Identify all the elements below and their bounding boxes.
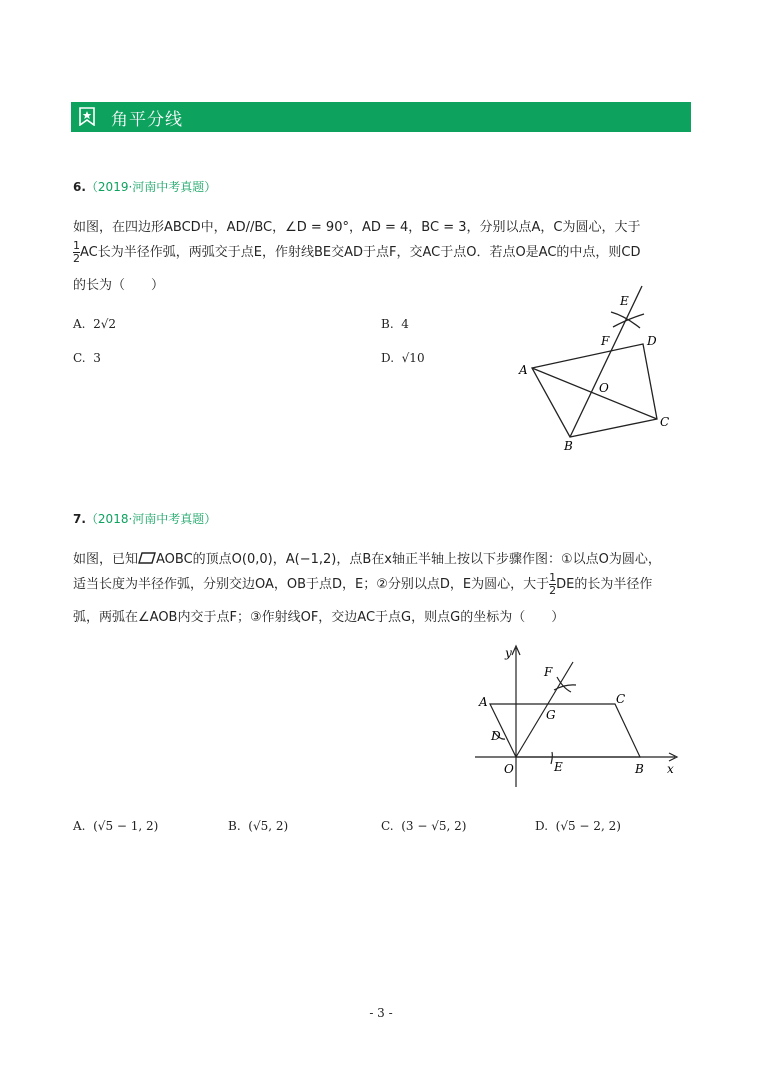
q7-figure bbox=[470, 642, 690, 792]
q7-option-b[interactable]: B. (√5, 2) bbox=[228, 819, 289, 833]
label-f: F bbox=[544, 665, 553, 679]
label-e: E bbox=[620, 294, 629, 308]
section-banner bbox=[71, 102, 691, 132]
q6-option-a[interactable]: A. 2√2 bbox=[73, 317, 117, 331]
label-d: D bbox=[647, 334, 657, 348]
label-a: A bbox=[479, 695, 488, 709]
q7-option-d[interactable]: D. (√5 − 2, 2) bbox=[535, 819, 621, 833]
q7-option-a[interactable]: A. (√5 − 1, 2) bbox=[73, 819, 159, 833]
label-e: E bbox=[554, 760, 563, 774]
q6-header bbox=[73, 178, 216, 195]
q7-fraction: $\frac{1}{2}$ bbox=[549, 571, 557, 597]
q7-header bbox=[73, 510, 216, 527]
q7-line2: 适当长度为半径作弧，分别交边OA，OB于点D，E；②分别以点D，E为圆心，大于 $\frac{1}{2}$ DE的长为半径作 bbox=[73, 571, 653, 597]
arc-e bbox=[551, 752, 552, 764]
label-f: F bbox=[601, 334, 610, 348]
q6-line2 bbox=[73, 240, 641, 265]
label-a: A bbox=[519, 363, 528, 377]
q6-number: 6. bbox=[73, 180, 86, 194]
q7-line1: 如图，已知 AOBC的顶点O(0,0)，A(−1,2)，点B在x轴正半轴上按以下步骤作图：①以点O为圆心， bbox=[73, 552, 661, 567]
q6-option-b[interactable]: B. 4 bbox=[381, 317, 409, 331]
label-c: C bbox=[616, 692, 626, 706]
q7-source: （2018·河南中考真题） bbox=[85, 512, 217, 526]
page-number: - 3 - bbox=[369, 1006, 393, 1020]
label-d: D bbox=[491, 729, 501, 743]
bookmark-star-icon bbox=[79, 107, 95, 126]
q6-option-c[interactable]: C. 3 bbox=[73, 351, 101, 365]
q6-line1: 如图，在四边形ABCD中，AD//BC，∠D = 90°，AD = 4，BC = 3，分别以点A，C为圆心，大于 bbox=[73, 220, 641, 235]
q6-line3: 的长为（ ） bbox=[73, 278, 165, 293]
label-g: G bbox=[546, 708, 556, 722]
q6-line2-text: AC长为半径作弧，两弧交于点E，作射线BE交AD于点F，交AC于点O．若点O是AC的中点，则CD bbox=[80, 245, 641, 260]
label-x: x bbox=[667, 762, 674, 776]
quadrilateral-abcd bbox=[532, 344, 657, 437]
ray-be bbox=[570, 286, 642, 437]
section-title: 角平分线 bbox=[111, 110, 183, 130]
parallelogram-aobc bbox=[490, 704, 640, 757]
diagonal-ac bbox=[532, 368, 657, 419]
label-y: y bbox=[505, 646, 512, 660]
q6-fraction: $\frac{1}{2}$ bbox=[73, 239, 80, 265]
label-o: O bbox=[599, 381, 609, 395]
q7-option-c[interactable]: C. (3 − √5, 2) bbox=[381, 819, 467, 833]
q7-line3: 弧，两弧在∠AOB内交于点F；③作射线OF，交边AC于点G，则点G的坐标为（ ） bbox=[73, 610, 565, 625]
q6-option-d[interactable]: D. √10 bbox=[381, 351, 425, 365]
parallelogram-icon bbox=[138, 552, 156, 564]
label-b: B bbox=[564, 439, 573, 453]
q7-number: 7. bbox=[73, 512, 86, 526]
label-o: O bbox=[504, 762, 514, 776]
q6-figure bbox=[510, 280, 690, 455]
label-b: B bbox=[635, 762, 644, 776]
label-c: C bbox=[660, 415, 670, 429]
q6-source: （2019·河南中考真题） bbox=[85, 180, 217, 194]
